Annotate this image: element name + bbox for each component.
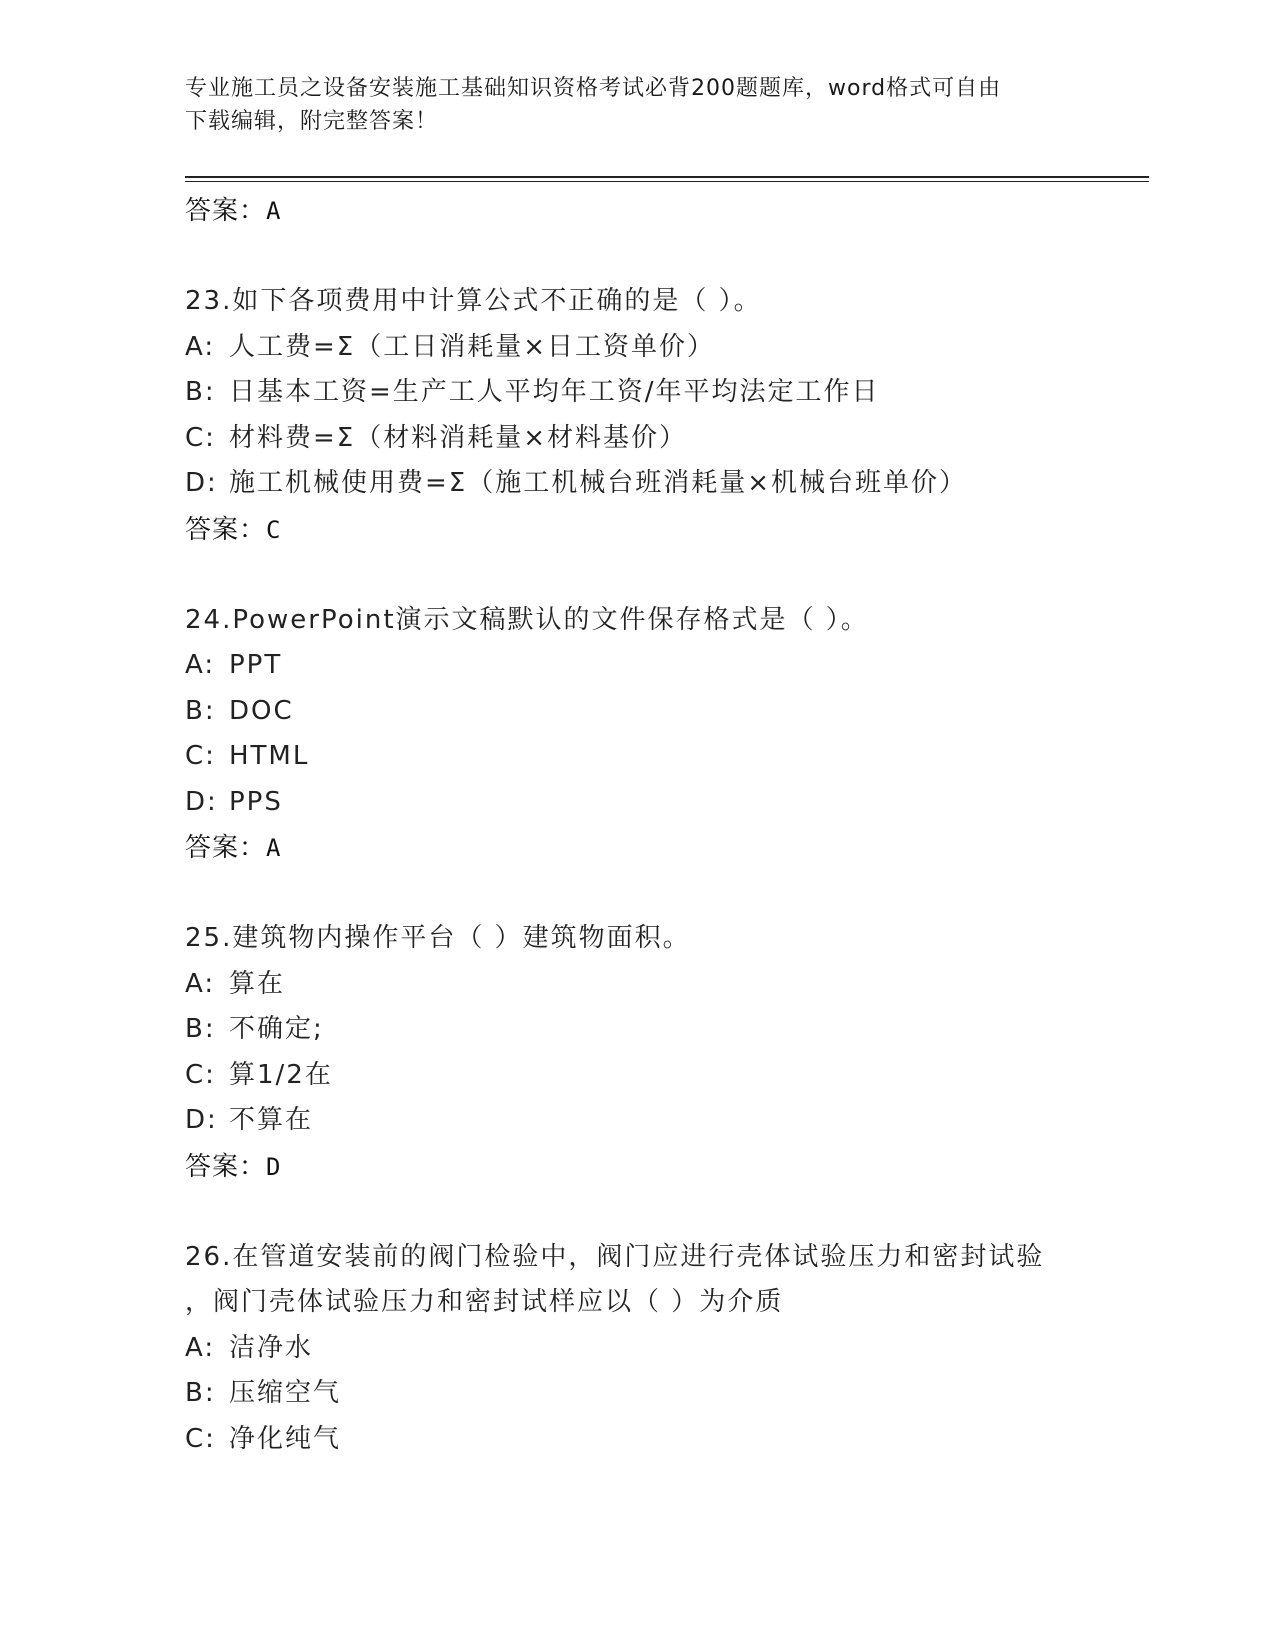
option-a bbox=[185, 325, 1145, 371]
option-key: A: bbox=[185, 331, 216, 362]
option-key: D: bbox=[185, 468, 218, 498]
option-b bbox=[185, 689, 1145, 735]
option-b bbox=[185, 1371, 1145, 1417]
option-d bbox=[185, 461, 1145, 507]
answer-line bbox=[185, 188, 1145, 234]
option-key: A: bbox=[185, 968, 216, 999]
answer-label: 答案： bbox=[185, 514, 267, 545]
option-text: PPS bbox=[229, 786, 283, 817]
answer-value: A bbox=[266, 197, 282, 225]
answer-line bbox=[185, 825, 1145, 871]
option-text: 材料费=Σ（材料消耗量×材料基价） bbox=[229, 422, 687, 453]
option-text: 日基本工资=生产工人平均年工资/年平均法定工作日 bbox=[229, 377, 880, 407]
answer-line bbox=[185, 507, 1145, 553]
option-key: C: bbox=[185, 1059, 216, 1090]
option-d bbox=[185, 780, 1145, 826]
option-text: 压缩空气 bbox=[229, 1378, 342, 1408]
option-b bbox=[185, 1007, 1145, 1053]
option-key: C: bbox=[185, 422, 216, 453]
header-divider-thin bbox=[185, 181, 1149, 182]
question-title-line-1: 26.在管道安装前的阀门检验中，阀门应进行壳体试验压力和密封试验 bbox=[185, 1241, 1045, 1272]
option-key: C: bbox=[185, 1423, 216, 1454]
option-key: B: bbox=[185, 1014, 216, 1044]
header-line-1: 专业施工员之设备安装施工基础知识资格考试必背200题题库，word格式可自由 bbox=[185, 76, 1002, 101]
option-key: D: bbox=[185, 786, 218, 817]
option-c bbox=[185, 416, 1145, 462]
option-text: 算1/2在 bbox=[229, 1059, 333, 1090]
question-25 bbox=[185, 916, 1145, 1190]
header-line-2: 下载编辑，附完整答案！ bbox=[185, 109, 439, 134]
option-text: 人工费=Σ（工日消耗量×日工资单价） bbox=[229, 331, 715, 362]
question-26 bbox=[185, 1235, 1145, 1463]
question-23 bbox=[185, 279, 1145, 553]
header-divider-thick bbox=[185, 176, 1149, 178]
option-text: 净化纯气 bbox=[229, 1423, 342, 1454]
option-text: DOC bbox=[229, 695, 294, 726]
option-key: A: bbox=[185, 650, 216, 680]
option-text: PPT bbox=[229, 650, 283, 680]
question-title-line-2: ，阀门壳体试验压力和密封试样应以（ ）为介质 bbox=[185, 1287, 784, 1317]
option-a bbox=[185, 643, 1145, 689]
option-text: 不确定; bbox=[229, 1014, 324, 1044]
answer-value: A bbox=[266, 834, 282, 862]
answer-label: 答案： bbox=[185, 1151, 267, 1182]
option-c bbox=[185, 1053, 1145, 1099]
answer-label: 答案： bbox=[185, 196, 267, 226]
option-key: D: bbox=[185, 1105, 218, 1135]
option-text: 不算在 bbox=[229, 1105, 314, 1135]
option-text: HTML bbox=[229, 741, 310, 771]
option-key: B: bbox=[185, 695, 216, 726]
question-list bbox=[185, 188, 1145, 1462]
option-text: 算在 bbox=[229, 968, 286, 999]
option-c bbox=[185, 1417, 1145, 1463]
answer-line bbox=[185, 1144, 1145, 1190]
option-key: B: bbox=[185, 1378, 216, 1408]
question-title: 24.PowerPoint演示文稿默认的文件保存格式是（ ）。 bbox=[185, 604, 869, 635]
answer-value: C bbox=[266, 515, 282, 544]
option-d bbox=[185, 1098, 1145, 1144]
question-24 bbox=[185, 598, 1145, 872]
option-key: B: bbox=[185, 377, 216, 407]
option-c bbox=[185, 734, 1145, 780]
answer-label: 答案： bbox=[185, 833, 267, 863]
option-key: A: bbox=[185, 1332, 216, 1363]
option-key: C: bbox=[185, 741, 216, 771]
page-header bbox=[185, 72, 1085, 138]
option-a bbox=[185, 1326, 1145, 1372]
question-title: 25.建筑物内操作平台（ ）建筑物面积。 bbox=[185, 923, 691, 953]
answer-value: D bbox=[266, 1152, 282, 1181]
option-text: 洁净水 bbox=[229, 1332, 314, 1363]
option-a bbox=[185, 962, 1145, 1008]
option-b bbox=[185, 370, 1145, 416]
question-title: 23.如下各项费用中计算公式不正确的是（ ）。 bbox=[185, 286, 762, 316]
option-text: 施工机械使用费=Σ（施工机械台班消耗量×机械台班单价） bbox=[229, 468, 967, 498]
